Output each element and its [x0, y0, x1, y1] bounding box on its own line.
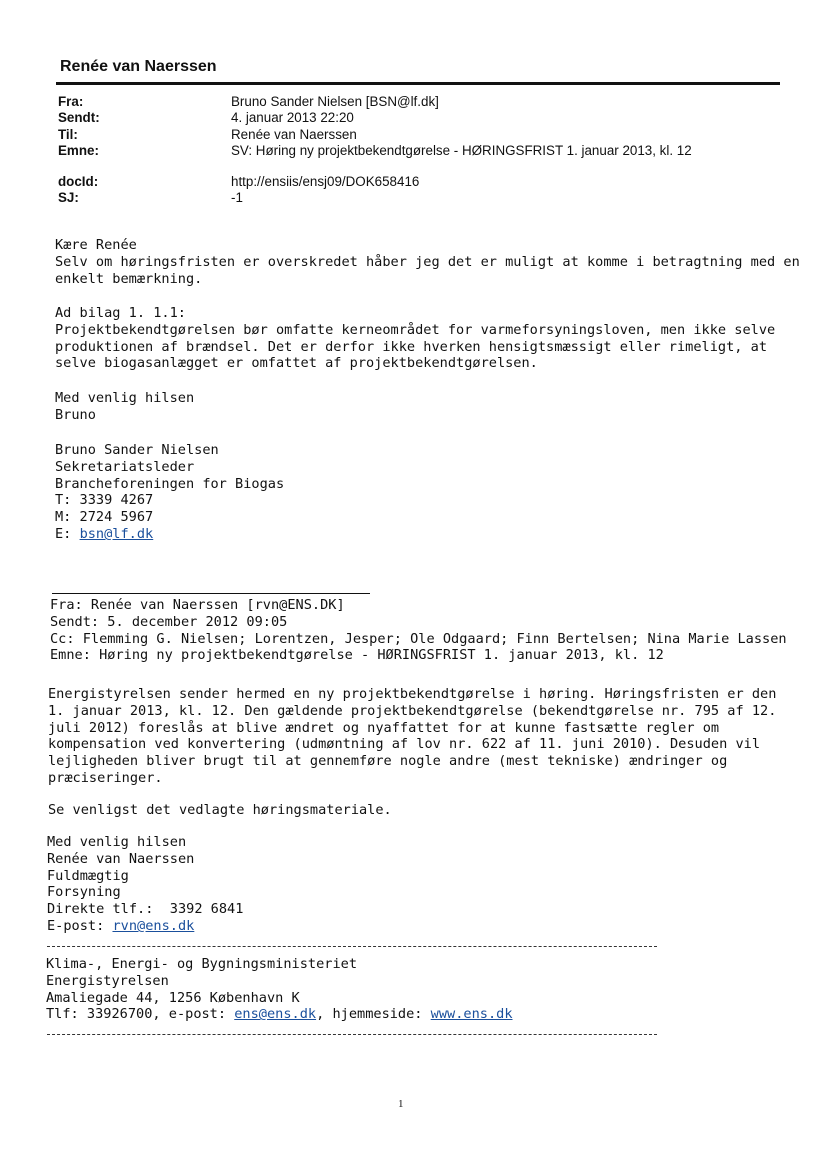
reply-intro: [55, 237, 800, 287]
body-line: Projektbekendtgørelsen bør omfatte kerneområdet for varmeforsyningsloven, men ikke selve: [55, 321, 776, 338]
body-line: lejligheden bliver brugt til at gennemføre nogle andre (mest tekniske) ændringer og: [48, 753, 728, 770]
from-value: Bruno Sander Nielsen [BSN@lf.dk]: [231, 94, 439, 109]
reply-closing: [55, 390, 791, 424]
sent-label: Sendt:: [58, 110, 100, 126]
footer-dashed-rule-top: [47, 946, 657, 947]
header-row-to: [58, 127, 778, 143]
header-row-docid: [58, 174, 778, 190]
body-line: produktionen af brændsel. Det er derfor ikke hverken hensigtsmæssigt eller rimeligt, at: [55, 338, 768, 355]
sj-label: SJ:: [58, 190, 79, 206]
header-row-sj: [58, 190, 778, 206]
footer-contact-mid: , hjemmeside:: [316, 1006, 431, 1023]
from-label: Fra:: [58, 94, 84, 109]
section-heading: Ad bilag 1. 1.1:: [55, 305, 186, 321]
signature-title: Sekretariatsleder: [55, 458, 195, 475]
docid-label: docId:: [58, 174, 99, 189]
intro-line: enkelt bemærkning.: [55, 270, 203, 287]
email-header: [58, 94, 778, 160]
body-line: juli 2012) foreslås at blive ændret og nyaffattet for at kunne fastsætte regler om: [48, 719, 720, 736]
footer-contact-row: [46, 1006, 513, 1023]
closing-email-row: [47, 918, 243, 935]
mailbox-owner-name: Renée van Naerssen: [60, 58, 217, 75]
forwarded-header: [50, 597, 790, 664]
body-line: præciseringer.: [48, 769, 163, 786]
closing-name: Bruno: [55, 406, 96, 423]
footer-dashed-rule-bottom: [47, 1034, 657, 1035]
signature-phone: T: 3339 4267: [55, 492, 154, 509]
closing-text: Med venlig hilsen: [55, 390, 195, 406]
subject-value: SV: Høring ny projektbekendtgørelse - HØRINGSFRIST 1. januar 2013, kl. 12: [231, 143, 692, 159]
ministry-footer: [46, 956, 513, 1023]
to-label: Til:: [58, 126, 78, 142]
header-row-from: [58, 94, 778, 110]
signature-mobile: M: 2724 5967: [55, 509, 154, 526]
greeting: Kære Renée: [55, 237, 137, 253]
footer-address: Amaliegade 44, 1256 København K: [46, 989, 300, 1006]
forwarded-body: [48, 686, 788, 787]
signature-email-row: [55, 526, 791, 543]
body-line: kompensation ved konvertering (udmøntning af lov nr. 622 af 11. juni 2010). Desuden vil: [48, 736, 761, 753]
body-line: Energistyrelsen sender hermed en ny projektbekendtgørelse i høring. Høringsfristen er den: [48, 686, 777, 702]
footer-email-link[interactable]: ens@ens.dk: [234, 1006, 317, 1023]
closing-name: Renée van Naerssen: [47, 850, 195, 867]
signature-name: Bruno Sander Nielsen: [55, 442, 219, 458]
signature-org: Brancheforeningen for Biogas: [55, 475, 285, 492]
body-line: 1. januar 2013, kl. 12. Den gældende projektbekendtgørelse (bekendtgørelse nr. 795 af 12.: [48, 702, 777, 719]
footer-agency: Energistyrelsen: [46, 972, 169, 989]
footer-contact-prefix: Tlf: 33926700, e-post:: [46, 1006, 235, 1023]
header-row-sent: [58, 110, 778, 126]
email-label: E:: [55, 525, 80, 542]
footer-website-link[interactable]: www.ens.dk: [430, 1006, 513, 1023]
sj-value: -1: [231, 190, 243, 206]
reply-body: [55, 305, 791, 372]
reply-signature: [55, 442, 791, 543]
closing-title: Fuldmægtig: [47, 867, 129, 884]
direct-phone: Direkte tlf.: 3392 6841: [47, 901, 244, 918]
forwarded-cc: Cc: Flemming G. Nielsen; Lorentzen, Jesper; Ole Odgaard; Finn Bertelsen; Nina Marie Lassen: [50, 630, 787, 647]
forwarded-from: Fra: Renée van Naerssen [rvn@ENS.DK]: [50, 597, 345, 613]
intro-line: Selv om høringsfristen er overskredet håber jeg det er muligt at komme i betragtning med en: [55, 253, 800, 270]
email-label: E-post:: [47, 917, 113, 934]
forwarded-subject: Emne: Høring ny projektbekendtgørelse - HØRINGSFRIST 1. januar 2013, kl. 12: [50, 647, 664, 664]
sent-value: 4. januar 2013 22:20: [231, 110, 354, 126]
closing-email-link[interactable]: rvn@ens.dk: [112, 917, 195, 934]
see-attachment-line: Se venligst det vedlagte høringsmateriale.: [48, 802, 392, 818]
body-line: selve biogasanlægget er omfattet af projektbekendtgørelsen.: [55, 355, 538, 372]
forwarded-closing: [47, 834, 243, 935]
subject-label: Emne:: [58, 143, 99, 159]
closing-text: Med venlig hilsen: [47, 834, 187, 850]
forwarded-sent: Sendt: 5. december 2012 09:05: [50, 613, 288, 630]
to-value: Renée van Naerssen: [231, 126, 357, 142]
footer-ministry: Klima-, Energi- og Bygningsministeriet: [46, 956, 357, 972]
header-rule: [56, 82, 780, 85]
email-meta: [58, 174, 778, 207]
header-row-subject: [58, 143, 778, 159]
closing-dept: Forsyning: [47, 884, 121, 901]
page-number: 1: [398, 1098, 404, 1110]
docid-value: http://ensiis/ensj09/DOK658416: [231, 174, 420, 189]
signature-email-link[interactable]: bsn@lf.dk: [79, 525, 154, 542]
forward-divider: [52, 593, 370, 594]
